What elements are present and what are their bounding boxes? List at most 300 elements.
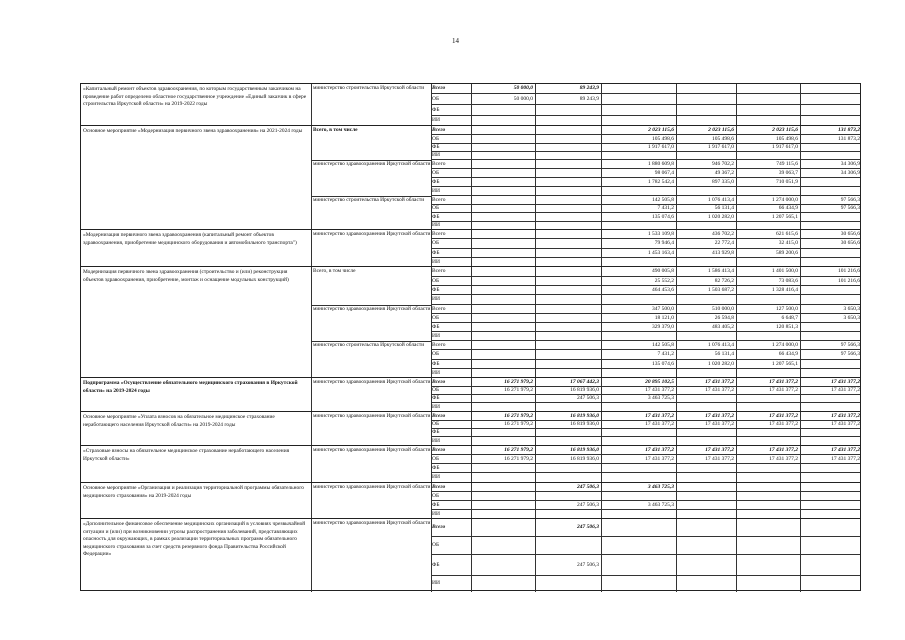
amount-cell [471, 249, 535, 257]
responsible-executor: министерство здравоохранения Иркутской области [313, 161, 431, 167]
amount-cell [535, 187, 601, 195]
table-row [431, 239, 860, 249]
funding-source-label: Всего [432, 160, 446, 167]
amount-cell: 17 431 377,2 [769, 421, 798, 427]
funding-source-label: ИИ [432, 474, 440, 480]
amount-cell: 16 819 936,0 [570, 455, 599, 462]
amount-cell [800, 187, 862, 195]
table-row [431, 395, 860, 403]
amount-cell: 17 431 377,2 [645, 455, 674, 462]
table-block [81, 126, 860, 230]
amount-cell: 1 207 565,1 [771, 360, 798, 367]
column-divider [800, 230, 801, 266]
column-divider [311, 519, 312, 592]
funding-source-label: ИИ [432, 222, 440, 228]
amount-cell [800, 332, 862, 340]
amount-cell [601, 369, 676, 378]
table-row [431, 421, 860, 429]
table-row [431, 267, 860, 277]
amount-cell [601, 537, 676, 554]
amount-cell [676, 510, 736, 519]
amount-cell [471, 429, 535, 436]
amount-cell [471, 483, 535, 491]
amount-cell [535, 429, 601, 436]
amount-cell: 97 566,3 [840, 196, 860, 203]
column-divider [736, 519, 737, 592]
column-divider [676, 230, 677, 266]
amount-cell: 436 702,2 [712, 230, 734, 237]
amount-cell [800, 258, 862, 267]
amount-cell: 17 431 377,2 [645, 387, 674, 393]
amount-cell [535, 169, 601, 177]
column-divider [601, 378, 602, 411]
amount-cell: 17 431 377,2 [645, 446, 674, 453]
amount-cell [471, 332, 535, 340]
column-divider [311, 84, 312, 125]
funding-source-label: ФБ [432, 464, 440, 471]
amount-cell [676, 187, 736, 195]
measure-description: «Страховые взносы на обязательное медицинское страхование неработающего населения Иркутской области» [83, 448, 290, 462]
amount-cell: 17 431 377,2 [705, 378, 734, 385]
amount-cell [676, 222, 736, 230]
funding-source-label: ИИ [432, 258, 440, 265]
amount-cell: 3 463 725,3 [647, 395, 674, 401]
amount-cell: 1 328 416,4 [771, 286, 798, 293]
amount-cell: 16 819 936,0 [570, 421, 599, 427]
table-row [431, 403, 860, 412]
column-divider [311, 378, 312, 411]
amount-cell [800, 360, 862, 368]
amount-cell: 73 083,6 [778, 277, 798, 284]
amount-cell [535, 249, 601, 257]
amount-cell [601, 403, 676, 412]
amount-cell [471, 501, 535, 509]
amount-cell [535, 213, 601, 221]
column-divider [431, 126, 432, 229]
table-row [431, 387, 860, 395]
table-row [431, 196, 860, 205]
amount-cell [535, 205, 601, 212]
amount-cell: 247 506,3 [577, 501, 599, 508]
measure-description: Подпрограмма «Осуществление обязательного медицинского страхования в Иркутской области» на 2019-2024 годы [83, 380, 298, 394]
table-row [431, 222, 860, 230]
amount-cell [676, 464, 736, 472]
amount-cell [471, 196, 535, 204]
amount-cell [471, 314, 535, 322]
amount-cell: 1 503 687,2 [707, 286, 734, 293]
amount-cell [676, 403, 736, 412]
amount-cell: 56 131,4 [714, 351, 734, 357]
amount-cell [471, 144, 535, 151]
amount-cell: 89 243,9 [579, 95, 599, 102]
measure-description: Основное мероприятие «Модернизация первичного звена здравоохранения» на 2021-2024 годы [83, 128, 303, 134]
table-row [431, 429, 860, 437]
amount-cell: 1 207 565,1 [771, 213, 798, 220]
amount-cell: 17 431 377,2 [645, 421, 674, 427]
funding-source-label: ИИ [432, 187, 440, 194]
amount-cell [471, 510, 535, 519]
amount-cell [471, 258, 535, 267]
funding-source-label: ОБ [432, 95, 440, 102]
table-row [431, 492, 860, 501]
amount-cell: 127 500,0 [776, 305, 798, 312]
amount-cell [535, 360, 601, 368]
amount-cell [535, 492, 601, 500]
amount-cell [800, 213, 862, 221]
column-divider [471, 267, 472, 377]
amount-cell [676, 152, 736, 159]
amount-cell [471, 213, 535, 221]
measure-description: Основное мероприятие «Уплата взносов на обязательное медицинское страхование неработающего населения Иркутской области» на 2019-2024 годы [83, 414, 275, 428]
funding-source-label: Всего [432, 412, 446, 419]
amount-cell: 101 216,6 [838, 268, 860, 274]
amount-cell [800, 473, 862, 483]
amount-cell [676, 437, 736, 446]
amount-cell [800, 144, 862, 151]
table-row [431, 519, 860, 537]
responsible-executor: министерство здравоохранения Иркутской области [313, 520, 431, 526]
amount-cell: 26 594,8 [714, 314, 734, 321]
table-row [431, 187, 860, 196]
amount-cell: 1 917 617,0 [771, 144, 798, 150]
amount-cell [800, 222, 862, 230]
amount-cell: 17 431 377,2 [645, 412, 674, 419]
amount-cell: 30 656,6 [840, 240, 860, 246]
amount-cell [471, 286, 535, 294]
responsible-executor: министерство здравоохранения Иркутской области [313, 413, 431, 419]
funding-source-label: Всего [432, 126, 446, 133]
table-row [431, 258, 860, 267]
amount-cell: 413 929,8 [712, 249, 734, 256]
amount-cell [601, 152, 676, 159]
column-divider [311, 230, 312, 266]
column-divider [800, 84, 801, 125]
table-row [431, 135, 860, 144]
amount-cell [676, 519, 736, 536]
column-divider [800, 519, 801, 592]
funding-source-label: ИИ [432, 369, 440, 376]
amount-cell: 589 200,6 [776, 249, 798, 256]
amount-cell: 17 431 377,2 [831, 421, 860, 427]
amount-cell: 105 498,6 [776, 135, 798, 142]
amount-cell: 17 431 377,2 [705, 387, 734, 393]
amount-cell [601, 94, 676, 104]
table-row [431, 473, 860, 483]
amount-cell: 347 500,0 [652, 305, 674, 312]
responsible-executor: министерство здравоохранения Иркутской области [313, 306, 431, 312]
amount-cell [601, 332, 676, 340]
amount-cell: 1 076 413,4 [707, 341, 734, 348]
column-divider [431, 230, 432, 266]
amount-cell [471, 205, 535, 212]
table-row [431, 341, 860, 350]
amount-cell [471, 576, 535, 592]
amount-cell [676, 105, 736, 115]
amount-cell: 17 431 377,2 [769, 446, 798, 453]
amount-cell [471, 369, 535, 378]
column-divider [431, 519, 432, 592]
amount-cell: 105 498,6 [652, 135, 674, 142]
table-row [431, 105, 860, 116]
table-row [431, 369, 860, 378]
funding-source-label: ФБ [432, 178, 440, 185]
column-divider [431, 412, 432, 445]
amount-cell [535, 222, 601, 230]
amount-cell: 20 895 102,5 [645, 378, 674, 385]
table-row [431, 277, 860, 286]
amount-cell [800, 94, 862, 104]
amount-cell: 1 586 413,4 [707, 268, 734, 274]
amount-cell [535, 277, 601, 285]
column-divider [535, 412, 536, 445]
column-divider [676, 267, 677, 377]
column-divider [601, 126, 602, 229]
amount-cell [601, 84, 676, 93]
amount-cell [471, 473, 535, 483]
table-row [431, 501, 860, 510]
table-row [431, 555, 860, 576]
amount-cell [471, 277, 535, 285]
amount-cell [800, 249, 862, 257]
amount-cell: 131 873,2 [838, 135, 860, 142]
amount-cell [800, 519, 862, 536]
amount-cell [471, 116, 535, 126]
column-divider [676, 412, 677, 445]
funding-source-label: Всего [432, 268, 446, 274]
table-row [431, 94, 860, 105]
table-row [431, 126, 860, 135]
amount-cell: 135 074,6 [652, 213, 674, 220]
amount-cell: 49 367,2 [714, 169, 734, 176]
amount-cell: 50 000,0 [513, 85, 533, 91]
column-divider [601, 412, 602, 445]
column-divider [800, 126, 801, 229]
funding-source-label: ОБ [432, 542, 440, 548]
amount-cell [736, 576, 800, 592]
column-divider [471, 446, 472, 482]
amount-cell [535, 369, 601, 378]
amount-cell: 16 819 936,0 [570, 412, 599, 419]
amount-cell [535, 295, 601, 304]
amount-cell [535, 341, 601, 349]
amount-cell [736, 116, 800, 126]
column-divider [800, 446, 801, 482]
amount-cell: 17 431 377,2 [831, 412, 860, 419]
table-row [431, 378, 860, 387]
table-row [431, 205, 860, 213]
table-row [431, 152, 860, 160]
amount-cell: 17 431 377,2 [769, 455, 798, 462]
amount-cell [535, 286, 601, 294]
amount-cell [601, 492, 676, 500]
amount-cell [535, 196, 601, 204]
amount-cell: 17 431 377,2 [705, 421, 734, 427]
column-divider [800, 378, 801, 411]
table-row [431, 169, 860, 178]
table-row [431, 537, 860, 555]
amount-cell: 510 000,0 [712, 305, 734, 312]
amount-cell: 3 650,3 [843, 305, 860, 312]
amount-cell: 16 819 936,0 [570, 446, 599, 453]
column-divider [471, 519, 472, 592]
budget-table [80, 83, 861, 591]
column-divider [676, 446, 677, 482]
amount-cell [471, 537, 535, 554]
funding-source-label: ИИ [432, 580, 440, 586]
funding-source-label: ИИ [432, 296, 440, 302]
amount-cell [601, 258, 676, 267]
amount-cell [601, 473, 676, 483]
column-divider [601, 483, 602, 518]
amount-cell [800, 555, 862, 575]
funding-source-label: Всего [432, 524, 446, 530]
column-divider [535, 519, 536, 592]
amount-cell: 16 271 979,2 [504, 455, 533, 462]
amount-cell [601, 519, 676, 536]
amount-cell: 97 566,3 [840, 205, 860, 211]
amount-cell: 131 873,2 [838, 126, 860, 133]
amount-cell [736, 152, 800, 159]
amount-cell [471, 239, 535, 248]
column-divider [736, 126, 737, 229]
column-divider [676, 378, 677, 411]
amount-cell [676, 555, 736, 575]
amount-cell [471, 555, 535, 575]
amount-cell: 3 463 725,3 [647, 501, 674, 508]
amount-cell [736, 395, 800, 402]
amount-cell [535, 510, 601, 519]
table-row [431, 464, 860, 473]
amount-cell [535, 464, 601, 472]
amount-cell: 17 431 377,2 [831, 455, 860, 462]
amount-cell [800, 510, 862, 519]
amount-cell [800, 429, 862, 436]
amount-cell [535, 350, 601, 359]
column-divider [736, 446, 737, 482]
amount-cell [736, 222, 800, 230]
column-divider [311, 267, 312, 377]
table-block [81, 412, 860, 446]
amount-cell [676, 84, 736, 93]
column-divider [736, 412, 737, 445]
amount-cell [601, 105, 676, 115]
funding-source-label: ИИ [432, 510, 440, 517]
amount-cell [471, 160, 535, 168]
amount-cell: 1 274 000,0 [771, 196, 798, 203]
column-divider [736, 267, 737, 377]
measure-description: «Капитальный ремонт объектов здравоохранения, по которым государственным заказчиком на проведение работ определено областное государственное учреждение «Единый заказчик в сфере строительства Иркутской области» на 2019-2022 годы [83, 86, 307, 108]
amount-cell [601, 295, 676, 304]
amount-cell [736, 510, 800, 519]
amount-cell [471, 152, 535, 159]
funding-source-label: ОБ [432, 135, 440, 142]
amount-cell: 16 271 979,2 [504, 387, 533, 393]
amount-cell [676, 295, 736, 304]
amount-cell: 32 415,0 [778, 240, 798, 246]
table-row [431, 437, 860, 446]
funding-source-label: ФБ [432, 360, 440, 367]
amount-cell [736, 332, 800, 340]
table-row [431, 350, 860, 360]
amount-cell [736, 105, 800, 115]
column-divider [676, 126, 677, 229]
amount-cell: 247 506,3 [577, 524, 599, 530]
amount-cell [535, 105, 601, 115]
column-divider [601, 267, 602, 377]
amount-cell [471, 230, 535, 238]
amount-cell: 946 702,2 [712, 160, 734, 167]
responsible-executor: министерство строительства Иркутской области [313, 85, 425, 91]
amount-cell [676, 332, 736, 340]
measure-description: «Модернизация первичного звена здравоохранения (капитальный ремонт объектов здравоохранения, приобретение медицинского оборудования и автомобильного транспорта") [83, 232, 297, 246]
amount-cell [471, 323, 535, 331]
responsible-executor: министерство строительства Иркутской области [313, 342, 425, 348]
amount-cell: 89 243,9 [579, 85, 599, 91]
amount-cell: 97 566,3 [840, 341, 860, 348]
executor-separator [311, 196, 431, 197]
amount-cell [535, 144, 601, 151]
amount-cell: 17 431 377,2 [705, 412, 734, 419]
amount-cell [800, 501, 862, 509]
amount-cell [601, 187, 676, 195]
amount-cell [800, 437, 862, 446]
table-row [431, 116, 860, 126]
table-row [431, 314, 860, 323]
amount-cell: 329 379,0 [652, 323, 674, 330]
amount-cell [471, 135, 535, 143]
amount-cell: 135 074,6 [652, 360, 674, 367]
amount-cell [736, 473, 800, 483]
amount-cell: 2 023 115,6 [708, 126, 734, 133]
funding-source-label: ИИ [432, 152, 440, 158]
amount-cell [601, 464, 676, 472]
funding-source-label: ОБ [432, 387, 440, 393]
amount-cell [736, 295, 800, 304]
amount-cell: 97 566,3 [840, 351, 860, 357]
funding-source-label: ФБ [432, 249, 440, 256]
amount-cell [535, 314, 601, 322]
table-row [431, 144, 860, 152]
amount-cell [676, 429, 736, 436]
amount-cell [676, 483, 736, 491]
measure-description: «Дополнительное финансовое обеспечение медицинских организаций в условиях чрезвычайной ситуации и (или) при возникновении угрозы распространения заболеваний, представляющих опасность для окружающих, в рамках реализации территориальных программ обязательного медицинского страхования за счет средств резервного фонда Правительства Российской Федерации» [83, 521, 306, 558]
table-row [431, 213, 860, 222]
amount-cell [736, 555, 800, 575]
amount-cell: 34 306,9 [840, 160, 860, 167]
amount-cell: 3 463 725,3 [647, 483, 674, 490]
amount-cell [471, 403, 535, 412]
funding-source-label: Всего [432, 378, 446, 385]
column-divider [601, 446, 602, 482]
funding-source-label: ФБ [432, 213, 440, 220]
table-block [81, 230, 860, 267]
amount-cell: 17 431 377,2 [831, 446, 860, 453]
table-row [431, 455, 860, 464]
amount-cell: 2 023 115,6 [648, 126, 674, 133]
column-divider [535, 267, 536, 377]
amount-cell: 1 020 282,0 [707, 213, 734, 220]
amount-cell: 1 917 617,0 [647, 144, 674, 150]
column-divider [471, 84, 472, 125]
amount-cell [535, 403, 601, 412]
amount-cell: 1 917 617,0 [707, 144, 734, 150]
amount-cell: 897 335,0 [712, 178, 734, 185]
column-divider [800, 483, 801, 518]
table-block [81, 267, 860, 378]
column-divider [601, 230, 602, 266]
column-divider [431, 483, 432, 518]
column-divider [601, 84, 602, 125]
